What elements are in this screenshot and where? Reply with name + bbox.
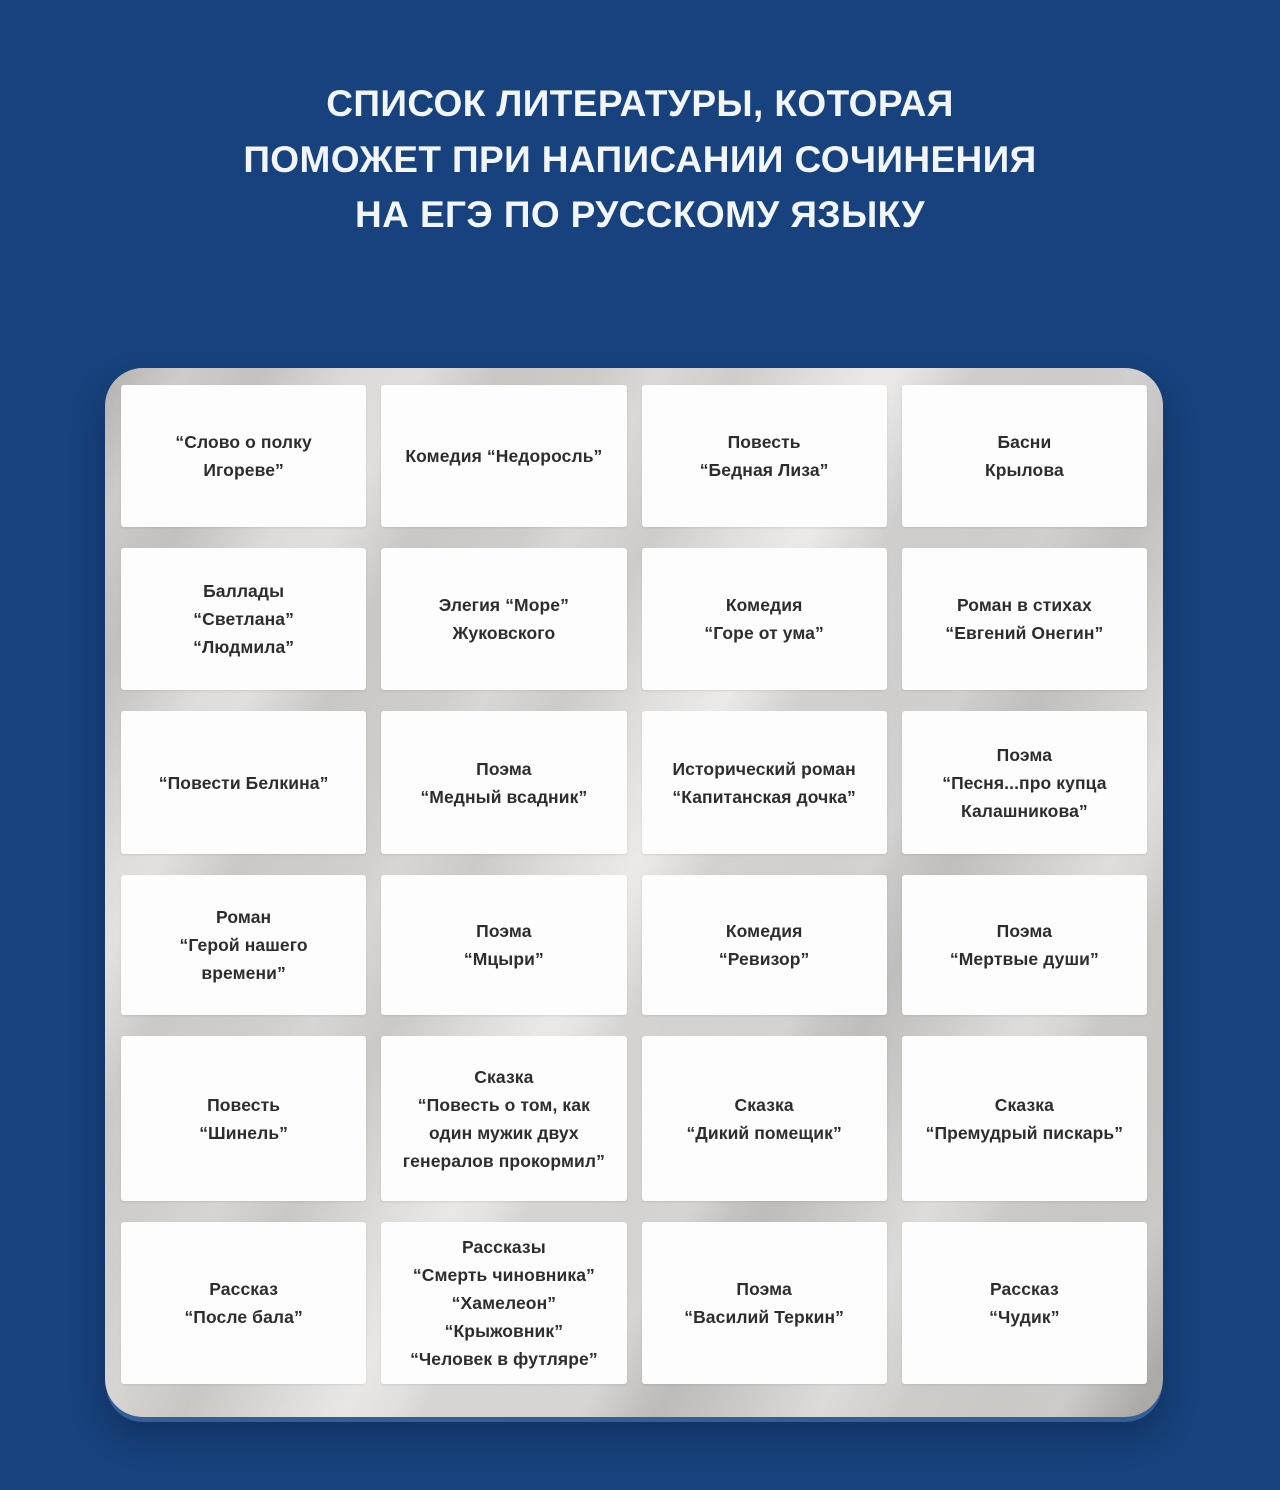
card-line: Сказка <box>734 1094 794 1115</box>
card-line: “Премудрый пискарь” <box>925 1122 1124 1143</box>
card-line: Игореве” <box>203 460 284 480</box>
card-line: “Дикий помещик” <box>686 1122 842 1143</box>
literature-card <box>381 548 626 690</box>
literature-card <box>381 711 626 854</box>
card-line: “Василий Теркин” <box>684 1307 845 1327</box>
card-line: Крылова <box>984 460 1064 480</box>
card-line: Жуковского <box>452 623 556 643</box>
page-title-line: ПОМОЖЕТ ПРИ НАПИСАНИИ СОЧИНЕНИЯ <box>243 138 1037 180</box>
card-line: “Песня...про купца <box>942 772 1107 793</box>
card-line: Баллады <box>203 581 285 601</box>
card-line: “Бедная Лиза” <box>699 460 829 480</box>
card-line: Рассказ <box>990 1279 1059 1299</box>
literature-card <box>381 875 626 1015</box>
card-line: Повесть <box>207 1094 281 1115</box>
card-line: Роман в стихах <box>956 595 1092 615</box>
literature-card <box>902 1036 1147 1201</box>
card-line: “Медный всадник” <box>420 786 588 807</box>
card-line: Элегия “Море” <box>438 595 569 615</box>
literature-card <box>121 875 366 1015</box>
page-title-line: СПИСОК ЛИТЕРАТУРЫ, КОТОРАЯ <box>326 83 954 124</box>
card-line: “Слово о полку <box>175 432 312 452</box>
literature-card <box>642 1036 887 1201</box>
card-line: времени” <box>201 963 286 983</box>
card-line: Поэма <box>476 758 532 779</box>
card-line: Рассказ <box>209 1279 278 1299</box>
card-line: Комедия <box>725 595 803 615</box>
card-line: Поэма <box>476 921 532 941</box>
card-line: Сказка <box>474 1066 534 1087</box>
card-line: “Горе от ума” <box>704 623 824 643</box>
card-line: “Капитанская дочка” <box>672 786 856 807</box>
card-line: “Шинель” <box>199 1122 289 1143</box>
literature-card <box>642 711 887 854</box>
card-line: “Повесть о том, как <box>417 1094 590 1115</box>
card-line: “После бала” <box>184 1307 303 1327</box>
card-line: один мужик двух <box>428 1122 579 1143</box>
literature-card <box>902 875 1147 1015</box>
card-line: “Людмила” <box>193 637 295 657</box>
literature-card <box>902 385 1147 527</box>
literature-card <box>642 1222 887 1384</box>
card-line: “Крыжовник” <box>444 1321 564 1341</box>
card-line: Поэма <box>996 744 1053 765</box>
literature-card <box>381 1036 626 1201</box>
literature-card <box>121 385 366 527</box>
literature-card <box>121 1222 366 1384</box>
card-line: “Смерть чиновника” <box>412 1265 595 1285</box>
card-line: Исторический роман <box>672 758 856 779</box>
page-title-line: НА ЕГЭ ПО РУССКОМУ ЯЗЫКУ <box>355 194 925 235</box>
page-title <box>0 0 1280 243</box>
literature-card <box>121 548 366 690</box>
literature-card <box>381 385 626 527</box>
literature-grid <box>121 385 1147 1384</box>
literature-card <box>642 875 887 1015</box>
literature-card <box>902 711 1147 854</box>
card-line: Комедия <box>725 921 803 941</box>
card-line: “Человек в футляре” <box>410 1349 598 1369</box>
literature-card <box>902 1222 1147 1384</box>
literature-grid-panel <box>105 368 1163 1417</box>
card-line: “Ревизор” <box>718 949 810 969</box>
literature-card <box>642 385 887 527</box>
card-line: Поэма <box>736 1279 792 1299</box>
literature-card <box>902 548 1147 690</box>
card-line: “Евгений Онегин” <box>945 623 1104 643</box>
literature-card <box>121 1036 366 1201</box>
card-line: генералов прокормил” <box>402 1150 605 1171</box>
literature-card <box>642 548 887 690</box>
card-line: “Хамелеон” <box>451 1293 557 1313</box>
literature-card <box>381 1222 626 1384</box>
card-line: Поэма <box>996 921 1053 941</box>
literature-card <box>121 711 366 854</box>
card-line: “Мертвые души” <box>949 949 1099 969</box>
card-line: “Герой нашего <box>179 935 308 955</box>
card-line: Роман <box>216 907 272 927</box>
card-line: Сказка <box>994 1094 1054 1115</box>
card-line: Повесть <box>727 432 801 452</box>
card-line: “Мцыри” <box>463 949 544 969</box>
card-line: Комедия “Недоросль” <box>405 446 603 466</box>
card-line: Рассказы <box>461 1237 546 1257</box>
card-line: “Повести Белкина” <box>158 772 329 793</box>
card-line: “Светлана” <box>193 609 294 629</box>
card-line: “Чудик” <box>989 1307 1060 1327</box>
card-line: Басни <box>997 432 1052 452</box>
card-line: Калашникова” <box>960 800 1088 821</box>
